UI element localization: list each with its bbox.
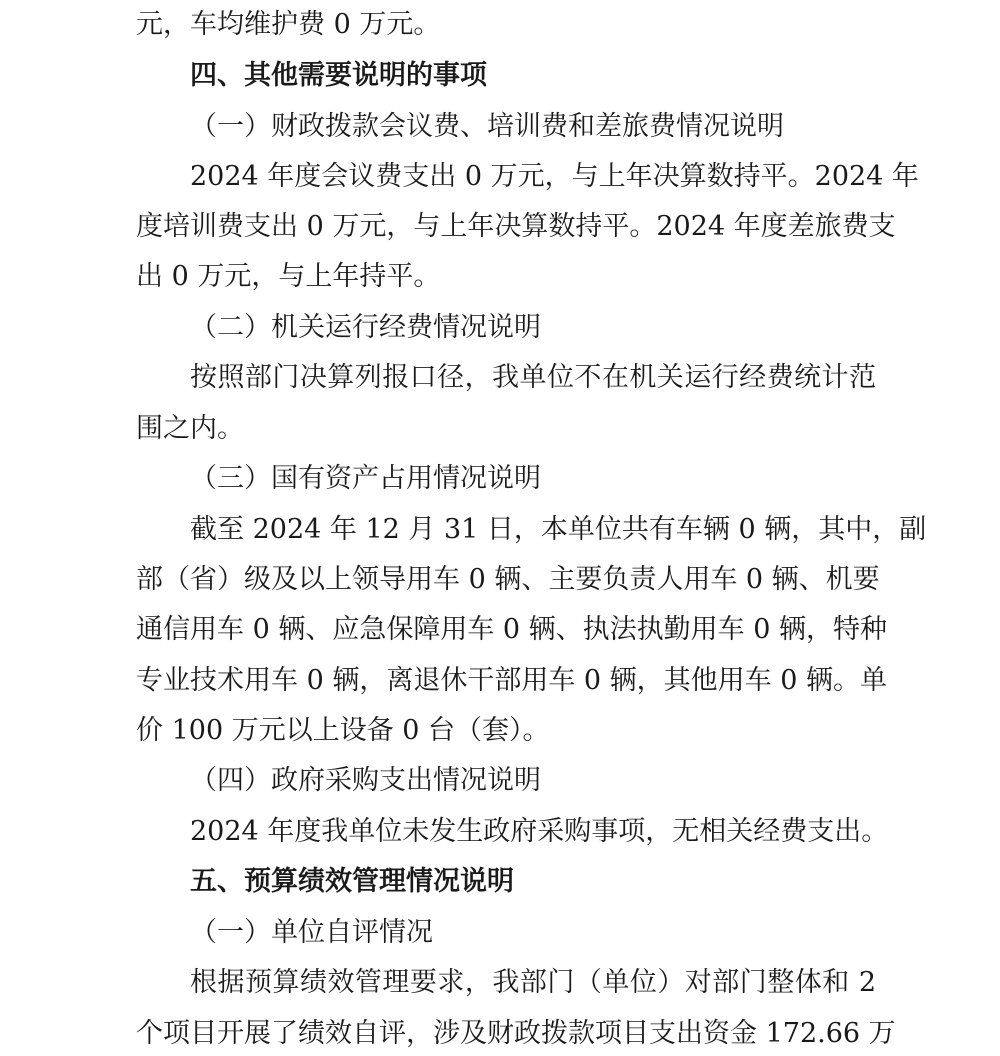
paragraph-line: 2024 年度会议费支出 0 万元，与上年决算数持平。2024 年 [190,161,919,192]
paragraph-line: 个项目开展了绩效自评，涉及财政拨款项目支出资金 172.66 万 [136,1018,896,1049]
subsection-heading-5-1: （一）单位自评情况 [190,917,433,948]
paragraph-line: 根据预算绩效管理要求，我部门（单位）对部门整体和 2 [190,967,876,998]
paragraph-continuation: 元，车均维护费 0 万元。 [136,9,441,40]
paragraph-line: 2024 年度我单位未发生政府采购事项，无相关经费支出。 [190,816,889,847]
paragraph-line: 价 100 万元以上设备 0 台（套）。 [136,715,550,746]
paragraph-line: 部（省）级及以上领导用车 0 辆、主要负责人用车 0 辆、机要 [136,564,880,595]
subsection-heading-4-2: （二）机关运行经费情况说明 [190,312,541,343]
paragraph-line: 度培训费支出 0 万元，与上年决算数持平。2024 年度差旅费支 [136,211,896,242]
subsection-heading-4-4: （四）政府采购支出情况说明 [190,765,541,796]
subsection-heading-4-3: （三）国有资产占用情况说明 [190,463,541,494]
paragraph-line: 截至 2024 年 12 月 31 日，本单位共有车辆 0 辆，其中，副 [190,514,927,545]
paragraph-line: 通信用车 0 辆、应急保障用车 0 辆、执法执勤用车 0 辆，特种 [136,614,888,645]
paragraph-line: 专业技术用车 0 辆，离退休干部用车 0 辆，其他用车 0 辆。单 [136,665,888,696]
section-heading-5: 五、预算绩效管理情况说明 [190,866,514,897]
paragraph-line: 围之内。 [136,413,244,444]
subsection-heading-4-1: （一）财政拨款会议费、培训费和差旅费情况说明 [190,111,784,142]
paragraph-line: 按照部门决算列报口径，我单位不在机关运行经费统计范 [190,362,876,393]
section-heading-4: 四、其他需要说明的事项 [190,60,487,91]
paragraph-line: 出 0 万元，与上年持平。 [136,261,441,292]
